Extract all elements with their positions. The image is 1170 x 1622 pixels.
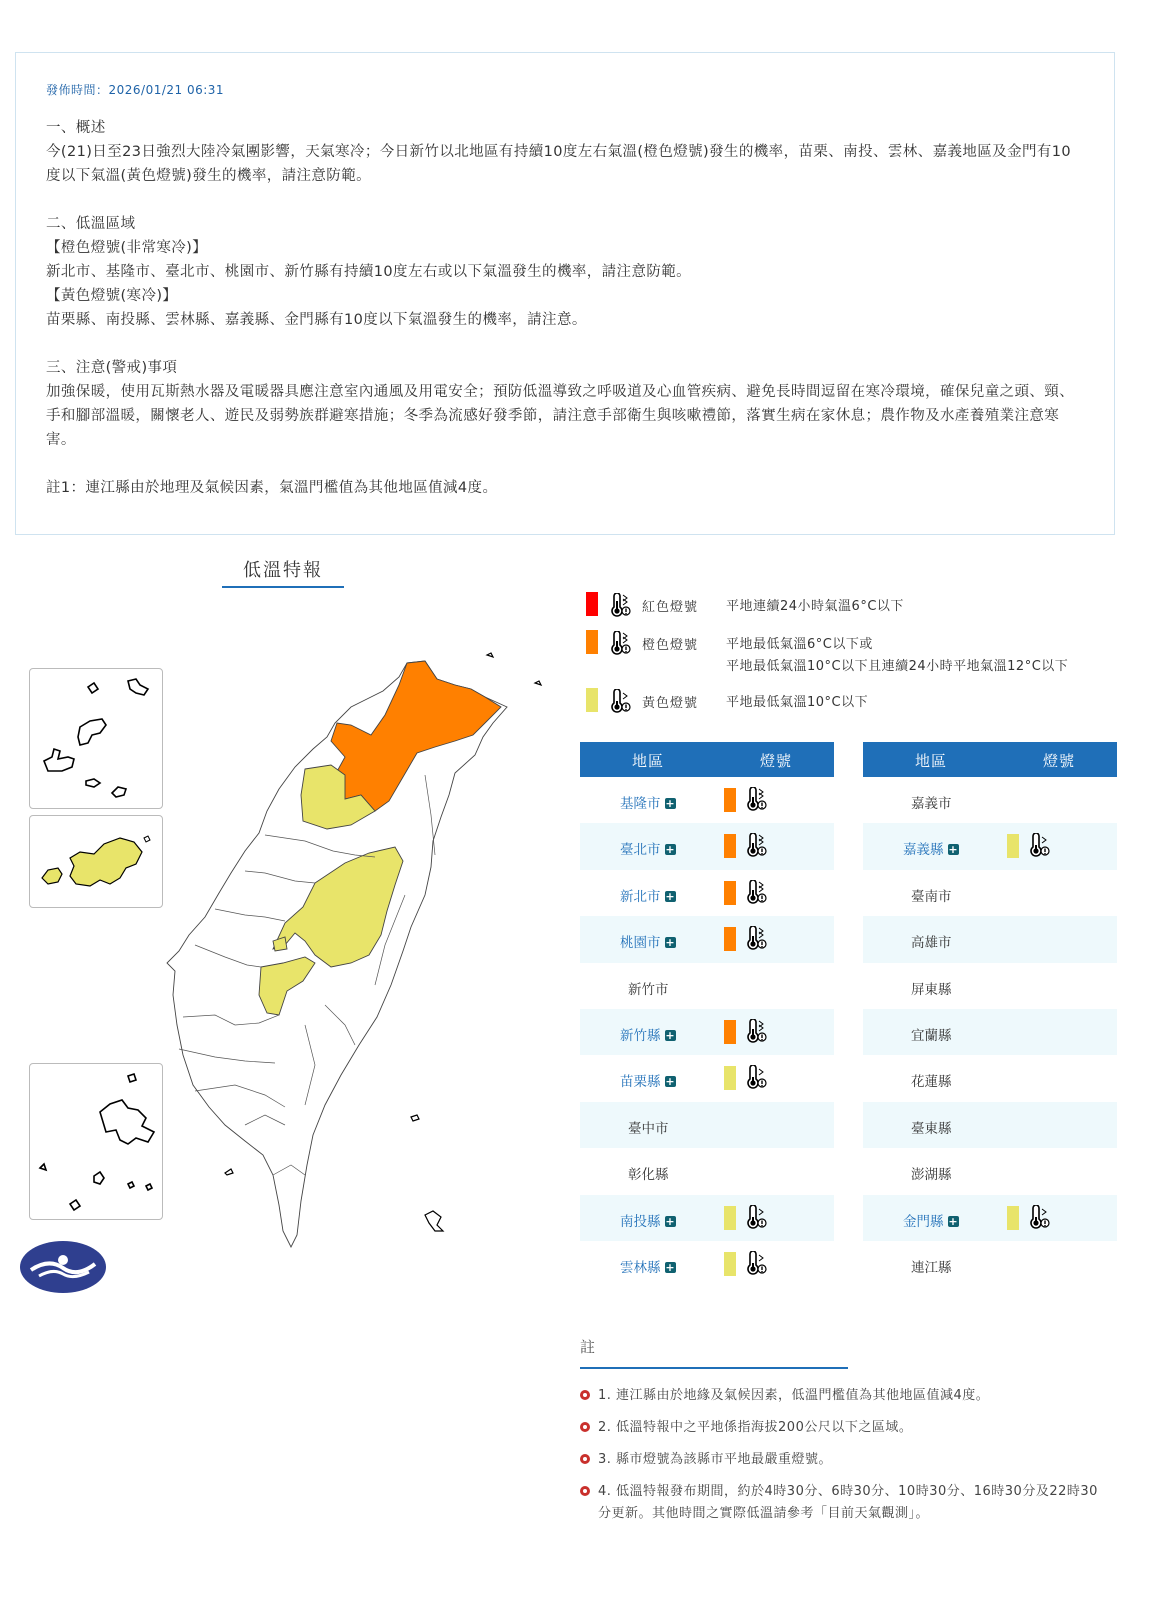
table-row xyxy=(863,777,1117,823)
table-row xyxy=(580,1009,834,1055)
note-text: 3. 縣市燈號為該縣市平地最嚴重燈號。 xyxy=(598,1452,833,1467)
table-row xyxy=(580,870,834,916)
table-row xyxy=(863,1009,1117,1055)
region-name[interactable] xyxy=(903,838,959,858)
region-label: 高雄市 xyxy=(911,935,952,952)
table-header xyxy=(863,742,1117,777)
region-name xyxy=(628,978,669,998)
region-label: 南投縣 xyxy=(620,1213,661,1230)
table-rows xyxy=(580,777,834,1287)
note-text: 1. 連江縣由於地緣及氣候因素，低溫門檻值為其他地區值減4度。 xyxy=(598,1388,990,1403)
bullet-icon xyxy=(580,1390,590,1400)
region-label: 花蓮縣 xyxy=(911,1074,952,1091)
signal-swatch xyxy=(724,788,736,812)
region-label: 新竹市 xyxy=(628,981,669,998)
region-label: 嘉義市 xyxy=(911,796,952,812)
kinmen-inset-map[interactable] xyxy=(29,815,163,908)
region-label: 彰化縣 xyxy=(628,1167,669,1184)
region-label: 金門縣 xyxy=(903,1213,944,1230)
region-label: 雲林縣 xyxy=(620,1259,661,1276)
region-name xyxy=(911,931,952,951)
table-row xyxy=(863,1102,1117,1148)
table-row xyxy=(580,1241,834,1287)
note-item xyxy=(580,1417,1110,1439)
region-name[interactable] xyxy=(620,838,676,858)
signal-swatch xyxy=(1007,834,1019,858)
note-text: 2. 低溫特報中之平地係指海拔200公尺以下之區域。 xyxy=(598,1420,913,1435)
signal-swatch xyxy=(724,881,736,905)
region-name xyxy=(628,1117,669,1137)
signal-swatch xyxy=(724,1206,736,1230)
thermometer-icon xyxy=(1027,1205,1051,1229)
table-row xyxy=(863,1148,1117,1194)
region-label: 臺南市 xyxy=(911,888,952,905)
taiwan-main-island[interactable] xyxy=(155,645,545,1255)
thermometer-icon xyxy=(608,689,632,713)
col-signal-header: 燈號 xyxy=(1043,752,1076,770)
region-name[interactable] xyxy=(620,931,676,951)
signal-swatch xyxy=(724,834,736,858)
section3-body: 加強保暖，使用瓦斯熱水器及電暖器具應注意室內通風及用電安全；預防低溫導致之呼吸道及心血管疾病、避免長時間逗留在寒冷環境，確保兒童之頭、頸、手和腳部溫暖，關懷老人、遊民及弱勢族群避寒措施；冬季為流感好發季節，請注意手部衛生與咳嗽禮節，落實生病在家休息；農作物及水產養殖業注意寒害。 xyxy=(46,384,1075,448)
table-row xyxy=(863,870,1117,916)
region-label: 新竹縣 xyxy=(620,1027,661,1044)
section-title: 低溫特報 xyxy=(222,556,344,588)
expand-plus-icon[interactable]: + xyxy=(948,843,958,857)
note-text: 4. 低溫特報發布期間，約於4時30分、6時30分、10時30分、16時30分及22時30分更新。其他時間之實際低溫請參考「目前天氣觀測」。 xyxy=(598,1484,1098,1521)
expand-plus-icon[interactable]: + xyxy=(665,1214,675,1228)
section2-title: 二、低溫區域 xyxy=(46,216,136,232)
note-item xyxy=(580,1385,1110,1407)
notice-box xyxy=(15,52,1115,535)
table-row xyxy=(863,1055,1117,1101)
thermometer-icon xyxy=(744,1065,768,1089)
region-label: 新北市 xyxy=(620,888,661,905)
legend-red-desc: 平地連續24小時氣溫6°C以下 xyxy=(726,599,904,614)
region-name[interactable] xyxy=(620,1210,676,1230)
table-rows xyxy=(863,777,1117,1287)
table-row xyxy=(580,1102,834,1148)
taiwan-map xyxy=(15,645,545,1295)
signal-swatch xyxy=(1007,1206,1019,1230)
signal-swatch xyxy=(724,927,736,951)
region-name[interactable] xyxy=(903,1210,959,1230)
col-signal-header: 燈號 xyxy=(760,752,793,770)
region-name xyxy=(911,1024,952,1044)
notice-footnote: 註1：連江縣由於地理及氣候因素，氣溫門檻值為其他地區值減4度。 xyxy=(46,480,498,496)
penghu-inset-map[interactable] xyxy=(29,1063,163,1220)
orange-signal-heading: 【橙色燈號(非常寒冷)】 xyxy=(46,240,208,256)
table-row xyxy=(863,916,1117,962)
thermometer-icon xyxy=(744,1019,768,1043)
expand-plus-icon[interactable]: + xyxy=(665,936,675,950)
region-name xyxy=(911,1163,952,1183)
table-row xyxy=(580,1148,834,1194)
region-table-left xyxy=(580,742,834,1287)
expand-plus-icon[interactable]: + xyxy=(665,889,675,903)
section3-title: 三、注意(警戒)事項 xyxy=(46,360,178,376)
region-label: 臺北市 xyxy=(620,842,661,859)
expand-plus-icon[interactable]: + xyxy=(665,1075,675,1089)
legend-orange-name: 橙色燈號 xyxy=(642,638,699,653)
cwa-logo xyxy=(19,1240,107,1294)
table-row xyxy=(580,1055,834,1101)
legend-yellow-swatch xyxy=(586,688,598,712)
region-label: 基隆市 xyxy=(620,796,661,812)
note-item xyxy=(580,1481,1110,1525)
region-name xyxy=(628,1163,669,1183)
region-label: 屏東縣 xyxy=(911,981,952,998)
region-name xyxy=(911,978,952,998)
expand-plus-icon[interactable]: + xyxy=(665,797,675,810)
legend-red-name: 紅色燈號 xyxy=(642,600,699,615)
region-name xyxy=(911,1256,952,1276)
section1-body: 今(21)日至23日強烈大陸冷氣團影響，天氣寒冷；今日新竹以北地區有持續10度左右氣溫(橙色燈號)發生的機率，苗栗、南投、雲林、嘉義地區及金門有10度以下氣溫(黃色燈號)發生的機率，請注意防範。 xyxy=(46,144,1072,184)
region-name xyxy=(911,1070,952,1090)
col-region-header: 地區 xyxy=(915,752,948,770)
region-label: 臺東縣 xyxy=(911,1120,952,1137)
region-name xyxy=(911,885,952,905)
region-name[interactable] xyxy=(620,792,676,812)
region-table-right xyxy=(863,742,1117,1287)
bullet-icon xyxy=(580,1486,590,1496)
thermometer-icon xyxy=(1027,833,1051,857)
region-name[interactable] xyxy=(620,885,676,905)
table-row xyxy=(580,916,834,962)
table-header xyxy=(580,742,834,777)
legend-orange-desc xyxy=(726,634,1068,678)
col-region-header: 地區 xyxy=(632,752,665,770)
region-name xyxy=(911,792,952,812)
legend-yellow-name: 黃色燈號 xyxy=(642,696,699,711)
note-item xyxy=(580,1449,1110,1471)
legend-yellow-desc: 平地最低氣溫10°C以下 xyxy=(726,695,869,710)
region-label: 宜蘭縣 xyxy=(911,1027,952,1044)
signal-swatch xyxy=(724,1066,736,1090)
thermometer-icon xyxy=(744,926,768,950)
table-row xyxy=(863,963,1117,1009)
legend-red-swatch xyxy=(586,592,598,616)
table-row xyxy=(580,777,834,823)
legend-orange-desc-line2: 平地最低氣溫10°C以下且連續24小時平地氣溫12°C以下 xyxy=(726,659,1069,674)
thermometer-icon xyxy=(608,631,632,655)
table-row xyxy=(863,1241,1117,1287)
thermometer-icon xyxy=(608,593,632,617)
thermometer-icon xyxy=(744,1205,768,1229)
region-label: 苗栗縣 xyxy=(620,1074,661,1091)
publish-time: 發佈時間：2026/01/21 06:31 xyxy=(46,83,225,97)
bullet-icon xyxy=(580,1422,590,1432)
table-row xyxy=(863,1195,1117,1241)
region-label: 連江縣 xyxy=(911,1259,952,1276)
notes-title: 註 xyxy=(580,1336,848,1369)
signal-swatch xyxy=(724,1252,736,1276)
table-row xyxy=(580,823,834,869)
region-label: 臺中市 xyxy=(628,1120,669,1137)
region-label: 嘉義縣 xyxy=(903,842,944,859)
region-name[interactable] xyxy=(620,1256,676,1276)
legend-orange-desc-line1: 平地最低氣溫6°C以下或 xyxy=(726,637,873,652)
bullet-icon xyxy=(580,1454,590,1464)
table-row xyxy=(863,823,1117,869)
thermometer-icon xyxy=(744,833,768,857)
yellow-signal-body: 苗栗縣、南投縣、雲林縣、嘉義縣、金門縣有10度以下氣溫發生的機率，請注意。 xyxy=(46,312,587,328)
region-name[interactable] xyxy=(620,1024,676,1044)
expand-plus-icon[interactable]: + xyxy=(948,1214,958,1228)
section1-title: 一、概述 xyxy=(46,120,106,136)
expand-plus-icon[interactable]: + xyxy=(665,1028,675,1042)
region-label: 桃園市 xyxy=(620,935,661,952)
expand-plus-icon[interactable]: + xyxy=(665,843,675,857)
region-label: 澎湖縣 xyxy=(911,1167,952,1184)
table-row xyxy=(580,963,834,1009)
signal-swatch xyxy=(724,1020,736,1044)
table-row xyxy=(580,1195,834,1241)
legend-orange-swatch xyxy=(586,630,598,654)
thermometer-icon xyxy=(744,880,768,904)
orange-signal-body: 新北市、基隆市、臺北市、桃園市、新竹縣有持續10度左右或以下氣溫發生的機率，請注意防範。 xyxy=(46,264,692,280)
expand-plus-icon[interactable]: + xyxy=(665,1260,675,1274)
matsu-inset-map[interactable] xyxy=(29,668,163,809)
thermometer-icon xyxy=(744,1251,768,1275)
region-name[interactable] xyxy=(620,1070,676,1090)
region-name xyxy=(911,1117,952,1137)
thermometer-icon xyxy=(744,787,768,811)
yellow-signal-heading: 【黃色燈號(寒冷)】 xyxy=(46,288,178,304)
notes-section xyxy=(580,1336,1120,1525)
